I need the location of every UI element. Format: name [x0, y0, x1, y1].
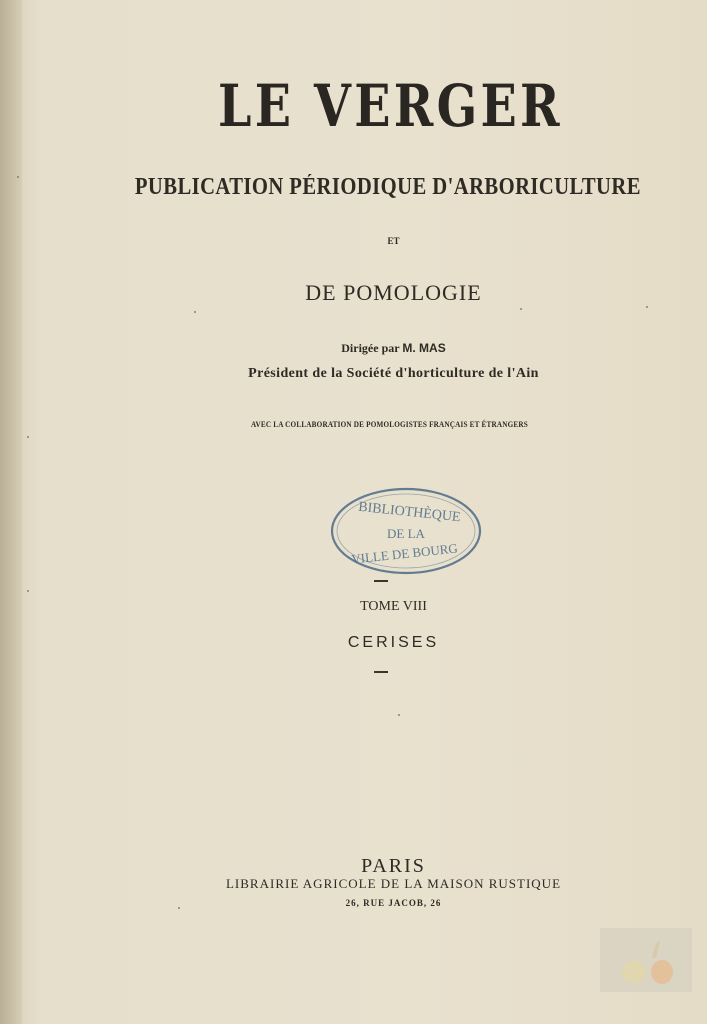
editor-line: [0, 341, 707, 356]
editor-name: M. MAS: [402, 341, 446, 355]
paper-speck: [27, 590, 29, 592]
collaboration-line: AVEC LA COLLABORATION DE POMOLOGISTES FRANÇAIS ET ÉTRANGERS: [251, 420, 528, 429]
divider-top: [374, 580, 388, 582]
stamp-line-1: BIBLIOTHÈQUE: [357, 499, 462, 526]
paper-speck: [398, 714, 400, 716]
volume-title: CERISES: [347, 634, 440, 651]
editor-title: Président de la Société d'horticulture de l'Ain: [248, 366, 539, 381]
subtitle-pomologie: DE POMOLOGIE: [305, 280, 482, 305]
paper-speck: [17, 176, 19, 178]
stamp-line-3: VILLE DE BOURG: [350, 540, 459, 567]
tome-number: TOME VIII: [360, 599, 427, 614]
paper-speck: [27, 436, 29, 438]
subtitle: PUBLICATION PÉRIODIQUE D'ARBORICULTURE: [134, 174, 641, 200]
fruit-watermark: [600, 928, 692, 992]
conjunction-et: ET: [387, 236, 400, 246]
page-title: LE VERGER: [217, 72, 563, 140]
publisher-address: 26, RUE JACOB, 26: [345, 898, 442, 908]
paper-speck: [646, 306, 648, 308]
paper-speck: [520, 308, 522, 310]
editor-prefix: Dirigée par: [341, 341, 403, 355]
paper-speck: [178, 907, 180, 909]
stamp-line-2: DE LA: [387, 526, 425, 541]
fruit-icon: [600, 928, 692, 992]
library-stamp: [329, 486, 483, 576]
publication-city: PARIS: [361, 855, 426, 877]
publisher: LIBRAIRIE AGRICOLE DE LA MAISON RUSTIQUE: [225, 876, 562, 891]
divider-bottom: [374, 671, 388, 673]
paper-speck: [194, 311, 196, 313]
